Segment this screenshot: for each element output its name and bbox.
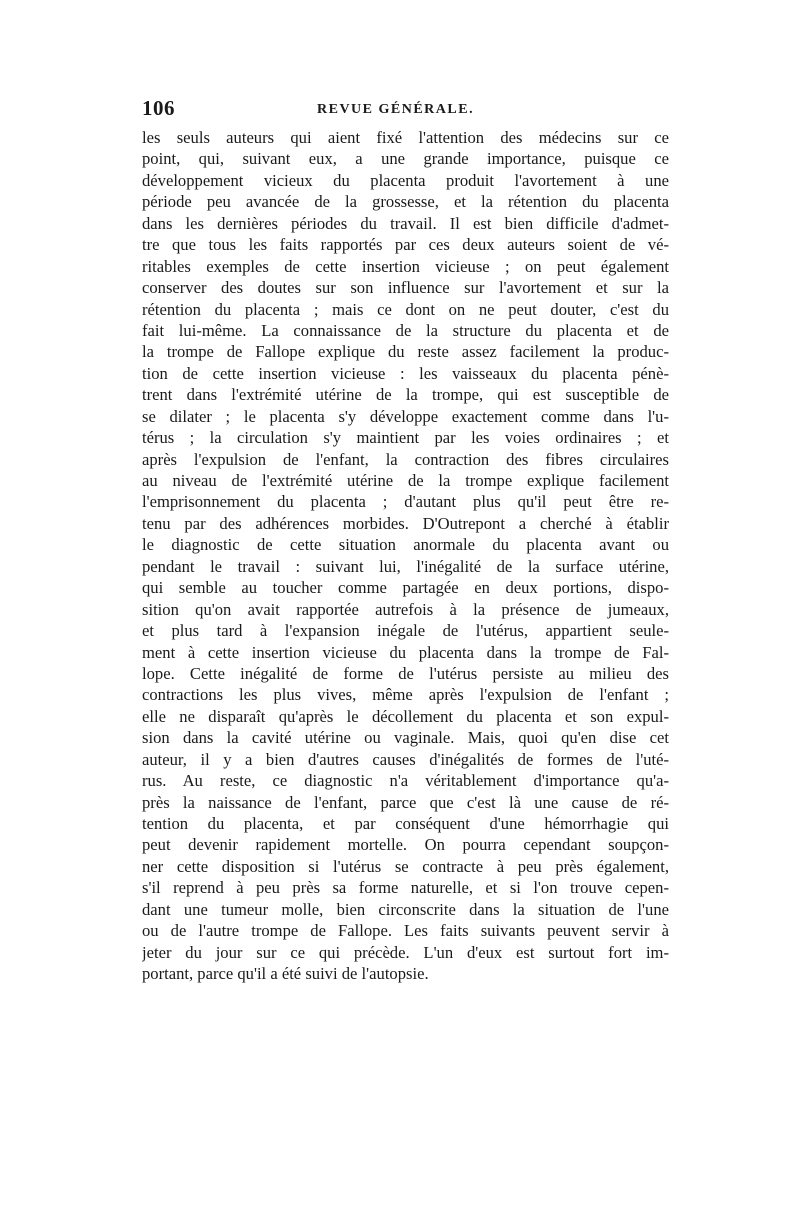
text-line: la trompe de Fallope explique du reste assez facilement la produc- [142, 342, 669, 362]
text-line: sition qu'on avait rapportée autrefois à la présence de jumeaux, [142, 599, 669, 619]
text-line: l'emprisonnement du placenta ; d'autant plus qu'il peut être re- [142, 492, 669, 512]
text-line: rétention du placenta ; mais ce dont on ne peut douter, c'est du [142, 299, 669, 319]
text-line: tion de cette insertion vicieuse : les vaisseaux du placenta pénè- [142, 363, 669, 383]
text-line: qui semble au toucher comme partagée en deux portions, dispo- [142, 578, 669, 598]
body-text [142, 127, 669, 985]
text-line: tenu par des adhérences morbides. D'Outrepont a cherché à établir [142, 513, 669, 533]
text-line: se dilater ; le placenta s'y développe exactement comme dans l'u- [142, 406, 669, 426]
text-line: conserver des doutes sur son influence sur l'avortement et sur la [142, 278, 669, 298]
text-line: lope. Cette inégalité de forme de l'utérus persiste au milieu des [142, 663, 669, 683]
running-head: REVUE GÉNÉRALE. [317, 102, 475, 117]
text-line: térus ; la circulation s'y maintient par les voies ordinaires ; et [142, 428, 669, 448]
text-line: fait lui-même. La connaissance de la structure du placenta et de [142, 320, 669, 340]
text-line: dans les dernières périodes du travail. Il est bien difficile d'admet- [142, 213, 669, 233]
text-line: dant une tumeur molle, bien circonscrite dans la situation de l'une [142, 899, 669, 919]
text-line: développement vicieux du placenta produit l'avortement à une [142, 170, 669, 190]
text-line: s'il reprend à peu près sa forme naturelle, et si l'on trouve cepen- [142, 878, 669, 898]
text-line: point, qui, suivant eux, a une grande importance, puisque ce [142, 149, 669, 169]
text-line: ment à cette insertion vicieuse du placenta dans la trompe de Fal- [142, 642, 669, 662]
text-line: pendant le travail : suivant lui, l'inégalité de la surface utérine, [142, 556, 669, 576]
text-line: et plus tard à l'expansion inégale de l'utérus, appartient seule- [142, 621, 669, 641]
text-line: contractions les plus vives, même après l'expulsion de l'enfant ; [142, 685, 669, 705]
text-line: jeter du jour sur ce qui précède. L'un d'eux est surtout fort im- [142, 942, 669, 962]
text-line: rus. Au reste, ce diagnostic n'a véritablement d'importance qu'a- [142, 771, 669, 791]
text-line: elle ne disparaît qu'après le décollement du placenta et son expul- [142, 706, 669, 726]
text-line: le diagnostic de cette situation anormale du placenta avant ou [142, 535, 669, 555]
text-line: ner cette disposition si l'utérus se contracte à peu près également, [142, 856, 669, 876]
text-line: période peu avancée de la grossesse, et la rétention du placenta [142, 192, 669, 212]
text-line: peut devenir rapidement mortelle. On pourra cependant soupçon- [142, 835, 669, 855]
text-line: portant, parce qu'il a été suivi de l'autopsie. [142, 964, 429, 984]
text-line: ou de l'autre trompe de Fallope. Les faits suivants peuvent servir à [142, 921, 669, 941]
page-number: 106 [142, 96, 175, 120]
page-header [142, 96, 669, 126]
text-line: ritables exemples de cette insertion vicieuse ; on peut également [142, 256, 669, 276]
text-line: auteur, il y a bien d'autres causes d'inégalités de formes de l'uté- [142, 749, 669, 769]
text-line: trent dans l'extrémité utérine de la trompe, qui est susceptible de [142, 385, 669, 405]
text-line: sion dans la cavité utérine ou vaginale. Mais, quoi qu'en dise cet [142, 728, 669, 748]
text-line: après l'expulsion de l'enfant, la contraction des fibres circulaires [142, 449, 669, 469]
text-line: au niveau de l'extrémité utérine de la trompe explique facilement [142, 471, 669, 490]
text-line: tre que tous les faits rapportés par ces deux auteurs soient de vé- [142, 235, 669, 255]
text-line: tention du placenta, et par conséquent d'une hémorrhagie qui [142, 814, 669, 833]
text-line: près la naissance de l'enfant, parce que c'est là une cause de ré- [142, 792, 669, 812]
text-line: les seuls auteurs qui aient fixé l'attention des médecins sur ce [142, 128, 669, 147]
